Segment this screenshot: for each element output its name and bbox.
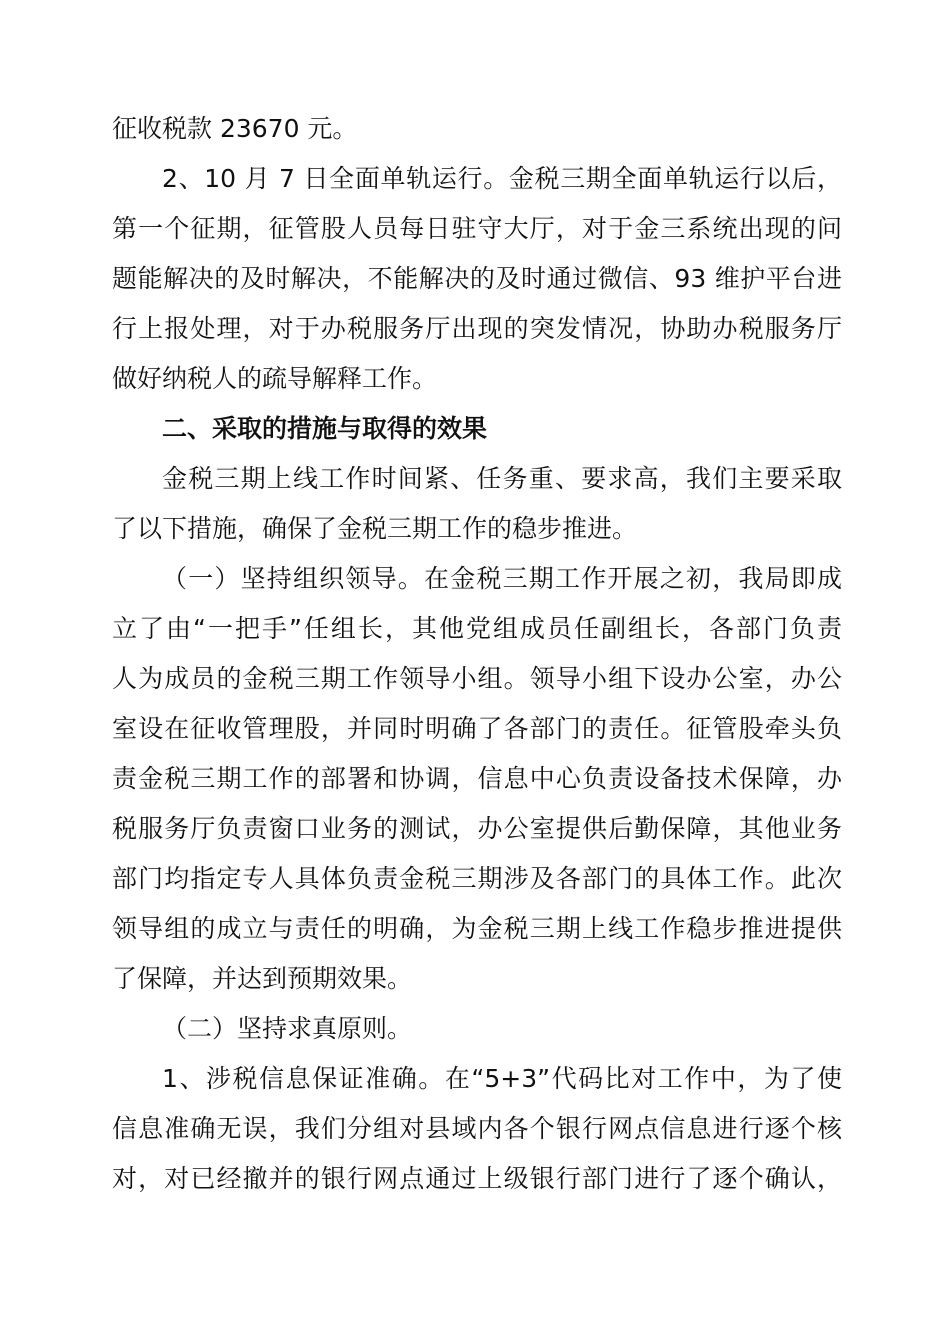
section-heading: 二、采取的措施与取得的效果 — [162, 414, 488, 443]
text-line: 责金税三期工作的部署和协调，信息中心负责设备技术保障，办 — [112, 764, 842, 793]
text-line: 了保障，并达到预期效果。 — [112, 964, 413, 993]
text-line: 第一个征期，征管股人员每日驻守大厅，对于金三系统出现的问 — [112, 214, 842, 243]
text-line: 室设在征收管理股，并同时明确了各部门的责任。征管股牵头负 — [112, 714, 842, 743]
text-line: 2、10 月 7 日全面单轨运行。金税三期全面单轨运行以后， — [162, 164, 842, 193]
text-line: 立了由“一把手”任组长，其他党组成员任副组长，各部门负责 — [112, 614, 842, 643]
text-line: 1、涉税信息保证准确。在“5+3”代码比对工作中，为了使 — [162, 1064, 842, 1093]
text-line: 对，对已经撤并的银行网点通过上级银行部门进行了逐个确认， — [112, 1164, 842, 1193]
text-line: 做好纳税人的疏导解释工作。 — [112, 364, 438, 393]
text-line: 人为成员的金税三期工作领导小组。领导小组下设办公室，办公 — [112, 664, 842, 693]
text-line: 部门均指定专人具体负责金税三期涉及各部门的具体工作。此次 — [112, 864, 842, 893]
text-line: 领导组的成立与责任的明确，为金税三期上线工作稳步推进提供 — [112, 914, 842, 943]
subsection-heading: （二）坚持求真原则。 — [162, 1014, 413, 1043]
text-line: 金税三期上线工作时间紧、任务重、要求高，我们主要采取 — [162, 464, 842, 493]
text-line: 行上报处理，对于办税服务厅出现的突发情况，协助办税服务厅 — [112, 314, 842, 343]
text-line: 了以下措施，确保了金税三期工作的稳步推进。 — [112, 514, 638, 543]
text-line: 征收税款 23670 元。 — [112, 114, 358, 143]
text-line: 信息准确无误，我们分组对县域内各个银行网点信息进行逐个核 — [112, 1114, 842, 1143]
text-line: 题能解决的及时解决，不能解决的及时通过微信、93 维护平台进 — [112, 264, 842, 293]
text-line: （一）坚持组织领导。在金税三期工作开展之初，我局即成 — [162, 564, 842, 593]
text-line: 税服务厅负责窗口业务的测试，办公室提供后勤保障，其他业务 — [112, 814, 842, 843]
